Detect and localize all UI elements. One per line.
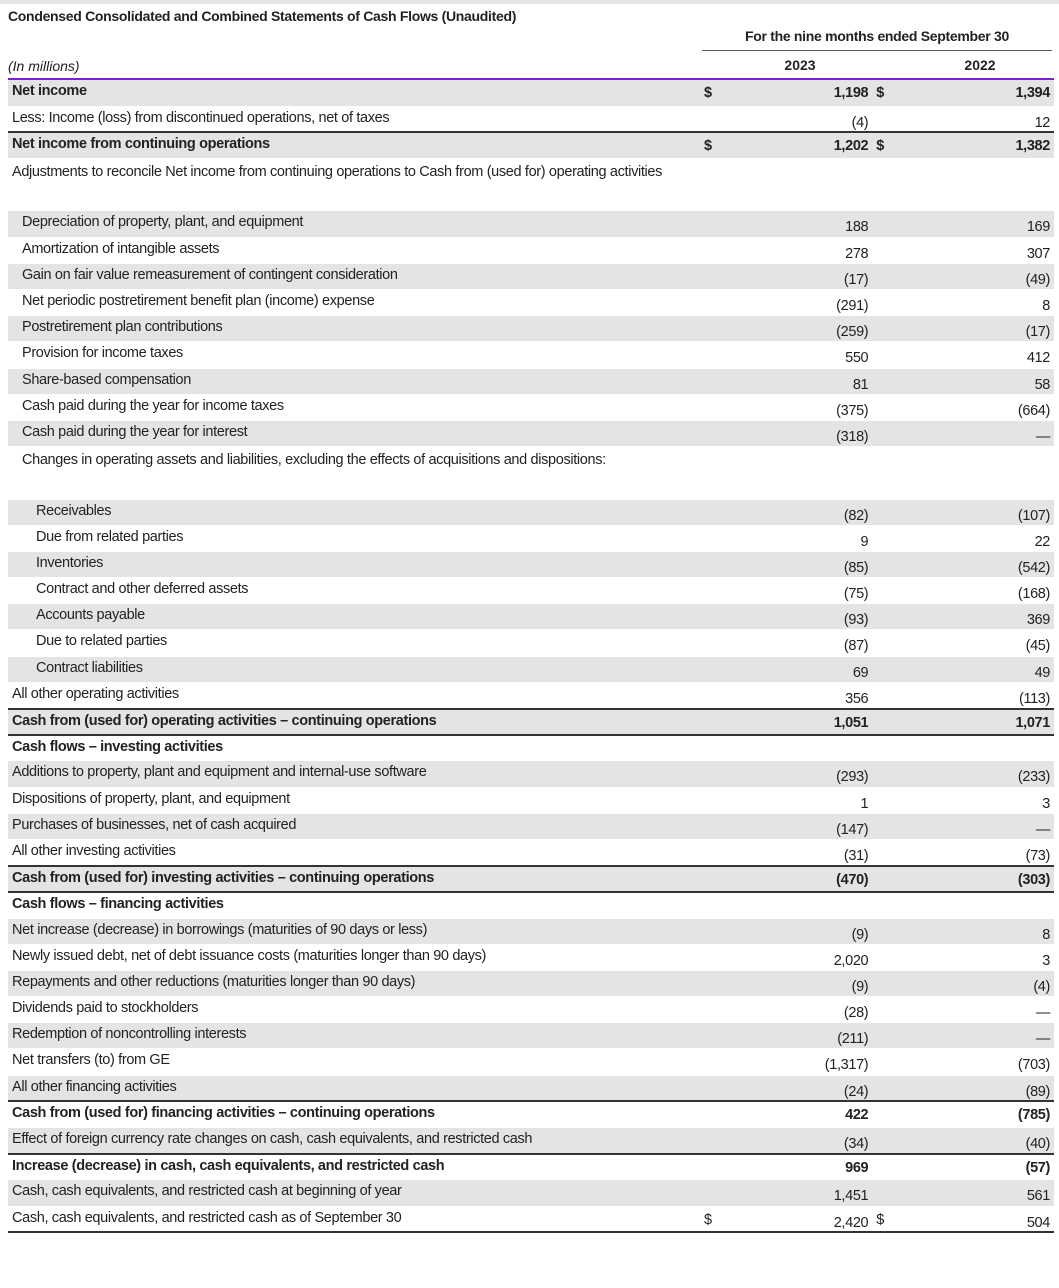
value-2023: 1 xyxy=(728,787,873,813)
value-2023: 81 xyxy=(728,368,873,394)
currency-2023 xyxy=(700,290,728,316)
value-2022: 8 xyxy=(900,290,1054,316)
table-row xyxy=(8,866,1054,892)
value-2023: 9 xyxy=(728,525,873,551)
value-2022: 169 xyxy=(900,211,1054,237)
currency-2023 xyxy=(700,211,728,237)
value-2022: 412 xyxy=(900,342,1054,368)
table-row xyxy=(8,630,1054,656)
row-label: Net periodic postretirement benefit plan (income) expense xyxy=(8,290,700,316)
currency-2022 xyxy=(872,394,900,420)
row-label: Due from related parties xyxy=(8,525,700,551)
currency-2022: $ xyxy=(872,132,900,158)
value-2023: (93) xyxy=(728,604,873,630)
row-label: All other financing activities xyxy=(8,1075,700,1101)
table-row xyxy=(8,159,1054,211)
currency-2022 xyxy=(872,106,900,132)
value-2023 xyxy=(728,892,873,918)
value-2023: (31) xyxy=(728,839,873,865)
table-row xyxy=(8,211,1054,237)
table-row xyxy=(8,604,1054,630)
currency-2022 xyxy=(872,735,900,761)
row-label: Adjustments to reconcile Net income from continuing operations to Cash from (used for) operating activities xyxy=(8,159,700,211)
table-row xyxy=(8,761,1054,787)
row-label: Amortization of intangible assets xyxy=(8,237,700,263)
value-2023: (147) xyxy=(728,813,873,839)
row-label: Dispositions of property, plant, and equipment xyxy=(8,787,700,813)
row-label: All other investing activities xyxy=(8,839,700,865)
table-row xyxy=(8,682,1054,708)
row-label: Changes in operating assets and liabilities, excluding the effects of acquisitions and dispositions: xyxy=(8,447,700,499)
value-2022: (107) xyxy=(900,499,1054,525)
value-2023: (17) xyxy=(728,263,873,289)
currency-2023: $ xyxy=(700,80,728,106)
value-2023: (259) xyxy=(728,316,873,342)
table-row xyxy=(8,499,1054,525)
table-row xyxy=(8,735,1054,761)
value-2022: 1,071 xyxy=(900,709,1054,735)
currency-2022 xyxy=(872,918,900,944)
year-2023-header: 2023 xyxy=(784,57,816,73)
currency-2022 xyxy=(872,368,900,394)
currency-2022 xyxy=(872,630,900,656)
row-label: Net transfers (to) from GE xyxy=(8,1049,700,1075)
currency-2022 xyxy=(872,1180,900,1206)
row-label: Dividends paid to stockholders xyxy=(8,997,700,1023)
table-row xyxy=(8,525,1054,551)
period-header: For the nine months ended September 30 xyxy=(702,28,1052,51)
row-label: Net increase (decrease) in borrowings (maturities of 90 days or less) xyxy=(8,918,700,944)
value-2022: (4) xyxy=(900,970,1054,996)
currency-2022 xyxy=(872,1154,900,1180)
value-2022 xyxy=(900,735,1054,761)
value-2023 xyxy=(728,447,873,499)
currency-2023 xyxy=(700,499,728,525)
currency-2022 xyxy=(872,1128,900,1154)
row-label: Effect of foreign currency rate changes on cash, cash equivalents, and restricted cash xyxy=(8,1128,700,1154)
currency-2022 xyxy=(872,525,900,551)
row-label: Gain on fair value remeasurement of contingent consideration xyxy=(8,263,700,289)
currency-2022 xyxy=(872,1049,900,1075)
currency-2023 xyxy=(700,604,728,630)
value-2023: 1,202 xyxy=(728,132,873,158)
table-row xyxy=(8,1023,1054,1049)
row-label: Net income xyxy=(8,80,700,106)
year-2022-header: 2022 xyxy=(964,57,996,73)
currency-2023 xyxy=(700,237,728,263)
currency-2022 xyxy=(872,997,900,1023)
currency-2022 xyxy=(872,656,900,682)
currency-2022 xyxy=(872,342,900,368)
table-row xyxy=(8,1049,1054,1075)
table-row xyxy=(8,551,1054,577)
currency-2022 xyxy=(872,813,900,839)
currency-2023 xyxy=(700,1023,728,1049)
row-label: Repayments and other reductions (maturities longer than 90 days) xyxy=(8,970,700,996)
currency-2023: $ xyxy=(700,132,728,158)
value-2022: 504 xyxy=(900,1206,1054,1232)
value-2022: 369 xyxy=(900,604,1054,630)
currency-2023 xyxy=(700,682,728,708)
value-2023: (75) xyxy=(728,578,873,604)
value-2023: (34) xyxy=(728,1128,873,1154)
row-label: Cash from (used for) investing activities – continuing operations xyxy=(8,866,700,892)
currency-2022 xyxy=(872,237,900,263)
value-2022: 1,394 xyxy=(900,80,1054,106)
value-2023: (291) xyxy=(728,290,873,316)
value-2022: — xyxy=(900,1023,1054,1049)
currency-2023: $ xyxy=(700,1206,728,1232)
value-2023: 2,020 xyxy=(728,944,873,970)
value-2023: 188 xyxy=(728,211,873,237)
table-row xyxy=(8,918,1054,944)
table-row xyxy=(8,237,1054,263)
table-row xyxy=(8,263,1054,289)
currency-2022: $ xyxy=(872,80,900,106)
value-2022: (542) xyxy=(900,551,1054,577)
value-2023: (318) xyxy=(728,420,873,446)
value-2022: (57) xyxy=(900,1154,1054,1180)
currency-2023 xyxy=(700,263,728,289)
value-2022: 12 xyxy=(900,106,1054,132)
table-row xyxy=(8,1128,1054,1154)
currency-2022 xyxy=(872,159,900,211)
currency-2023 xyxy=(700,918,728,944)
value-2023: (1,317) xyxy=(728,1049,873,1075)
table-row xyxy=(8,1101,1054,1127)
row-label: Cash flows – financing activities xyxy=(8,892,700,918)
currency-2023 xyxy=(700,316,728,342)
value-2022: 49 xyxy=(900,656,1054,682)
currency-2022 xyxy=(872,316,900,342)
currency-2023 xyxy=(700,735,728,761)
value-2022: 1,382 xyxy=(900,132,1054,158)
currency-2023 xyxy=(700,787,728,813)
row-label: Cash paid during the year for income taxes xyxy=(8,394,700,420)
table-row xyxy=(8,839,1054,865)
row-label: Cash paid during the year for interest xyxy=(8,420,700,446)
currency-2023 xyxy=(700,159,728,211)
value-2022 xyxy=(900,159,1054,211)
value-2023: 278 xyxy=(728,237,873,263)
row-label: Provision for income taxes xyxy=(8,342,700,368)
value-2022: (303) xyxy=(900,866,1054,892)
currency-2023 xyxy=(700,525,728,551)
value-2022: (40) xyxy=(900,1128,1054,1154)
value-2023: 1,198 xyxy=(728,80,873,106)
row-label: Less: Income (loss) from discontinued operations, net of taxes xyxy=(8,106,700,132)
currency-2023 xyxy=(700,656,728,682)
statement-title: Condensed Consolidated and Combined Statements of Cash Flows (Unaudited) xyxy=(8,8,517,24)
currency-2023 xyxy=(700,578,728,604)
currency-2022 xyxy=(872,1023,900,1049)
currency-2023 xyxy=(700,368,728,394)
currency-2023 xyxy=(700,970,728,996)
value-2022: (73) xyxy=(900,839,1054,865)
value-2022 xyxy=(900,892,1054,918)
value-2023: (9) xyxy=(728,918,873,944)
currency-2022 xyxy=(872,447,900,499)
currency-2022 xyxy=(872,604,900,630)
currency-2023 xyxy=(700,106,728,132)
table-row xyxy=(8,342,1054,368)
value-2022 xyxy=(900,447,1054,499)
currency-2022 xyxy=(872,866,900,892)
value-2022: 561 xyxy=(900,1180,1054,1206)
value-2023: (211) xyxy=(728,1023,873,1049)
value-2022: (17) xyxy=(900,316,1054,342)
row-label: Cash, cash equivalents, and restricted cash at beginning of year xyxy=(8,1180,700,1206)
currency-2023 xyxy=(700,997,728,1023)
value-2022: (785) xyxy=(900,1101,1054,1127)
value-2022: 3 xyxy=(900,944,1054,970)
value-2023: (82) xyxy=(728,499,873,525)
currency-2023 xyxy=(700,1128,728,1154)
row-label: Cash from (used for) operating activities – continuing operations xyxy=(8,709,700,735)
currency-2022 xyxy=(872,290,900,316)
value-2023 xyxy=(728,159,873,211)
cash-flow-table xyxy=(8,80,1054,1233)
currency-2022 xyxy=(872,761,900,787)
currency-2023 xyxy=(700,866,728,892)
value-2022: — xyxy=(900,813,1054,839)
value-2023: (87) xyxy=(728,630,873,656)
currency-2022 xyxy=(872,551,900,577)
row-label: Share-based compensation xyxy=(8,368,700,394)
row-label: Contract and other deferred assets xyxy=(8,578,700,604)
value-2023: (9) xyxy=(728,970,873,996)
currency-2022: $ xyxy=(872,1206,900,1232)
currency-2023 xyxy=(700,892,728,918)
row-label: Additions to property, plant and equipment and internal-use software xyxy=(8,761,700,787)
value-2023: 356 xyxy=(728,682,873,708)
currency-2022 xyxy=(872,944,900,970)
currency-2023 xyxy=(700,761,728,787)
value-2022: (664) xyxy=(900,394,1054,420)
currency-2023 xyxy=(700,447,728,499)
value-2023: (470) xyxy=(728,866,873,892)
row-label: Cash, cash equivalents, and restricted cash as of September 30 xyxy=(8,1206,700,1232)
currency-2023 xyxy=(700,394,728,420)
value-2023: 1,451 xyxy=(728,1180,873,1206)
value-2022: 8 xyxy=(900,918,1054,944)
table-row xyxy=(8,813,1054,839)
currency-2023 xyxy=(700,630,728,656)
currency-2022 xyxy=(872,682,900,708)
currency-2022 xyxy=(872,499,900,525)
value-2023: 1,051 xyxy=(728,709,873,735)
currency-2022 xyxy=(872,709,900,735)
currency-2023 xyxy=(700,944,728,970)
value-2022: 22 xyxy=(900,525,1054,551)
table-row xyxy=(8,1180,1054,1206)
value-2023 xyxy=(728,735,873,761)
table-row xyxy=(8,316,1054,342)
row-label: Newly issued debt, net of debt issuance costs (maturities longer than 90 days) xyxy=(8,944,700,970)
table-row xyxy=(8,106,1054,132)
value-2023: 69 xyxy=(728,656,873,682)
table-row xyxy=(8,997,1054,1023)
top-divider xyxy=(0,0,1059,4)
table-row xyxy=(8,1206,1054,1232)
row-label: Increase (decrease) in cash, cash equivalents, and restricted cash xyxy=(8,1154,700,1180)
value-2022: 58 xyxy=(900,368,1054,394)
table-row xyxy=(8,892,1054,918)
table-row xyxy=(8,1075,1054,1101)
currency-2022 xyxy=(872,211,900,237)
value-2022: 307 xyxy=(900,237,1054,263)
value-2022: (703) xyxy=(900,1049,1054,1075)
table-row xyxy=(8,787,1054,813)
row-label: Cash flows – investing activities xyxy=(8,735,700,761)
table-row xyxy=(8,80,1054,106)
row-label: Accounts payable xyxy=(8,604,700,630)
value-2022: 3 xyxy=(900,787,1054,813)
currency-2023 xyxy=(700,1101,728,1127)
table-row xyxy=(8,394,1054,420)
currency-2023 xyxy=(700,342,728,368)
table-row xyxy=(8,368,1054,394)
currency-2023 xyxy=(700,1154,728,1180)
table-row xyxy=(8,290,1054,316)
row-label: Receivables xyxy=(8,499,700,525)
currency-2023 xyxy=(700,551,728,577)
row-label: Net income from continuing operations xyxy=(8,132,700,158)
currency-2022 xyxy=(872,1101,900,1127)
currency-2023 xyxy=(700,420,728,446)
row-label: Postretirement plan contributions xyxy=(8,316,700,342)
table-row xyxy=(8,709,1054,735)
value-2023: (24) xyxy=(728,1075,873,1101)
row-label: Redemption of noncontrolling interests xyxy=(8,1023,700,1049)
table-row xyxy=(8,944,1054,970)
row-label: Purchases of businesses, net of cash acquired xyxy=(8,813,700,839)
currency-2022 xyxy=(872,970,900,996)
currency-2022 xyxy=(872,787,900,813)
value-2023: (28) xyxy=(728,997,873,1023)
currency-2022 xyxy=(872,263,900,289)
currency-2023 xyxy=(700,813,728,839)
currency-2023 xyxy=(700,839,728,865)
row-label: Contract liabilities xyxy=(8,656,700,682)
currency-2022 xyxy=(872,578,900,604)
value-2022: — xyxy=(900,420,1054,446)
value-2023: (4) xyxy=(728,106,873,132)
currency-2023 xyxy=(700,1049,728,1075)
value-2023: 2,420 xyxy=(728,1206,873,1232)
value-2023: 550 xyxy=(728,342,873,368)
row-label: Depreciation of property, plant, and equipment xyxy=(8,211,700,237)
value-2023: (293) xyxy=(728,761,873,787)
table-row xyxy=(8,970,1054,996)
currency-2023 xyxy=(700,1180,728,1206)
currency-2022 xyxy=(872,420,900,446)
row-label: Inventories xyxy=(8,551,700,577)
currency-2023 xyxy=(700,1075,728,1101)
currency-2022 xyxy=(872,1075,900,1101)
currency-2022 xyxy=(872,839,900,865)
table-row xyxy=(8,420,1054,446)
value-2022: (49) xyxy=(900,263,1054,289)
value-2022: (89) xyxy=(900,1075,1054,1101)
value-2022: (233) xyxy=(900,761,1054,787)
table-row xyxy=(8,656,1054,682)
value-2023: (85) xyxy=(728,551,873,577)
value-2023: (375) xyxy=(728,394,873,420)
table-row xyxy=(8,132,1054,158)
value-2022: — xyxy=(900,997,1054,1023)
row-label: Due to related parties xyxy=(8,630,700,656)
table-row xyxy=(8,578,1054,604)
currency-2022 xyxy=(872,892,900,918)
table-row xyxy=(8,1154,1054,1180)
value-2022: (113) xyxy=(900,682,1054,708)
value-2023: 422 xyxy=(728,1101,873,1127)
units-label: (In millions) xyxy=(8,58,80,74)
row-label: All other operating activities xyxy=(8,682,700,708)
currency-2023 xyxy=(700,709,728,735)
value-2023: 969 xyxy=(728,1154,873,1180)
row-label: Cash from (used for) financing activities – continuing operations xyxy=(8,1101,700,1127)
value-2022: (45) xyxy=(900,630,1054,656)
value-2022: (168) xyxy=(900,578,1054,604)
table-row xyxy=(8,447,1054,499)
